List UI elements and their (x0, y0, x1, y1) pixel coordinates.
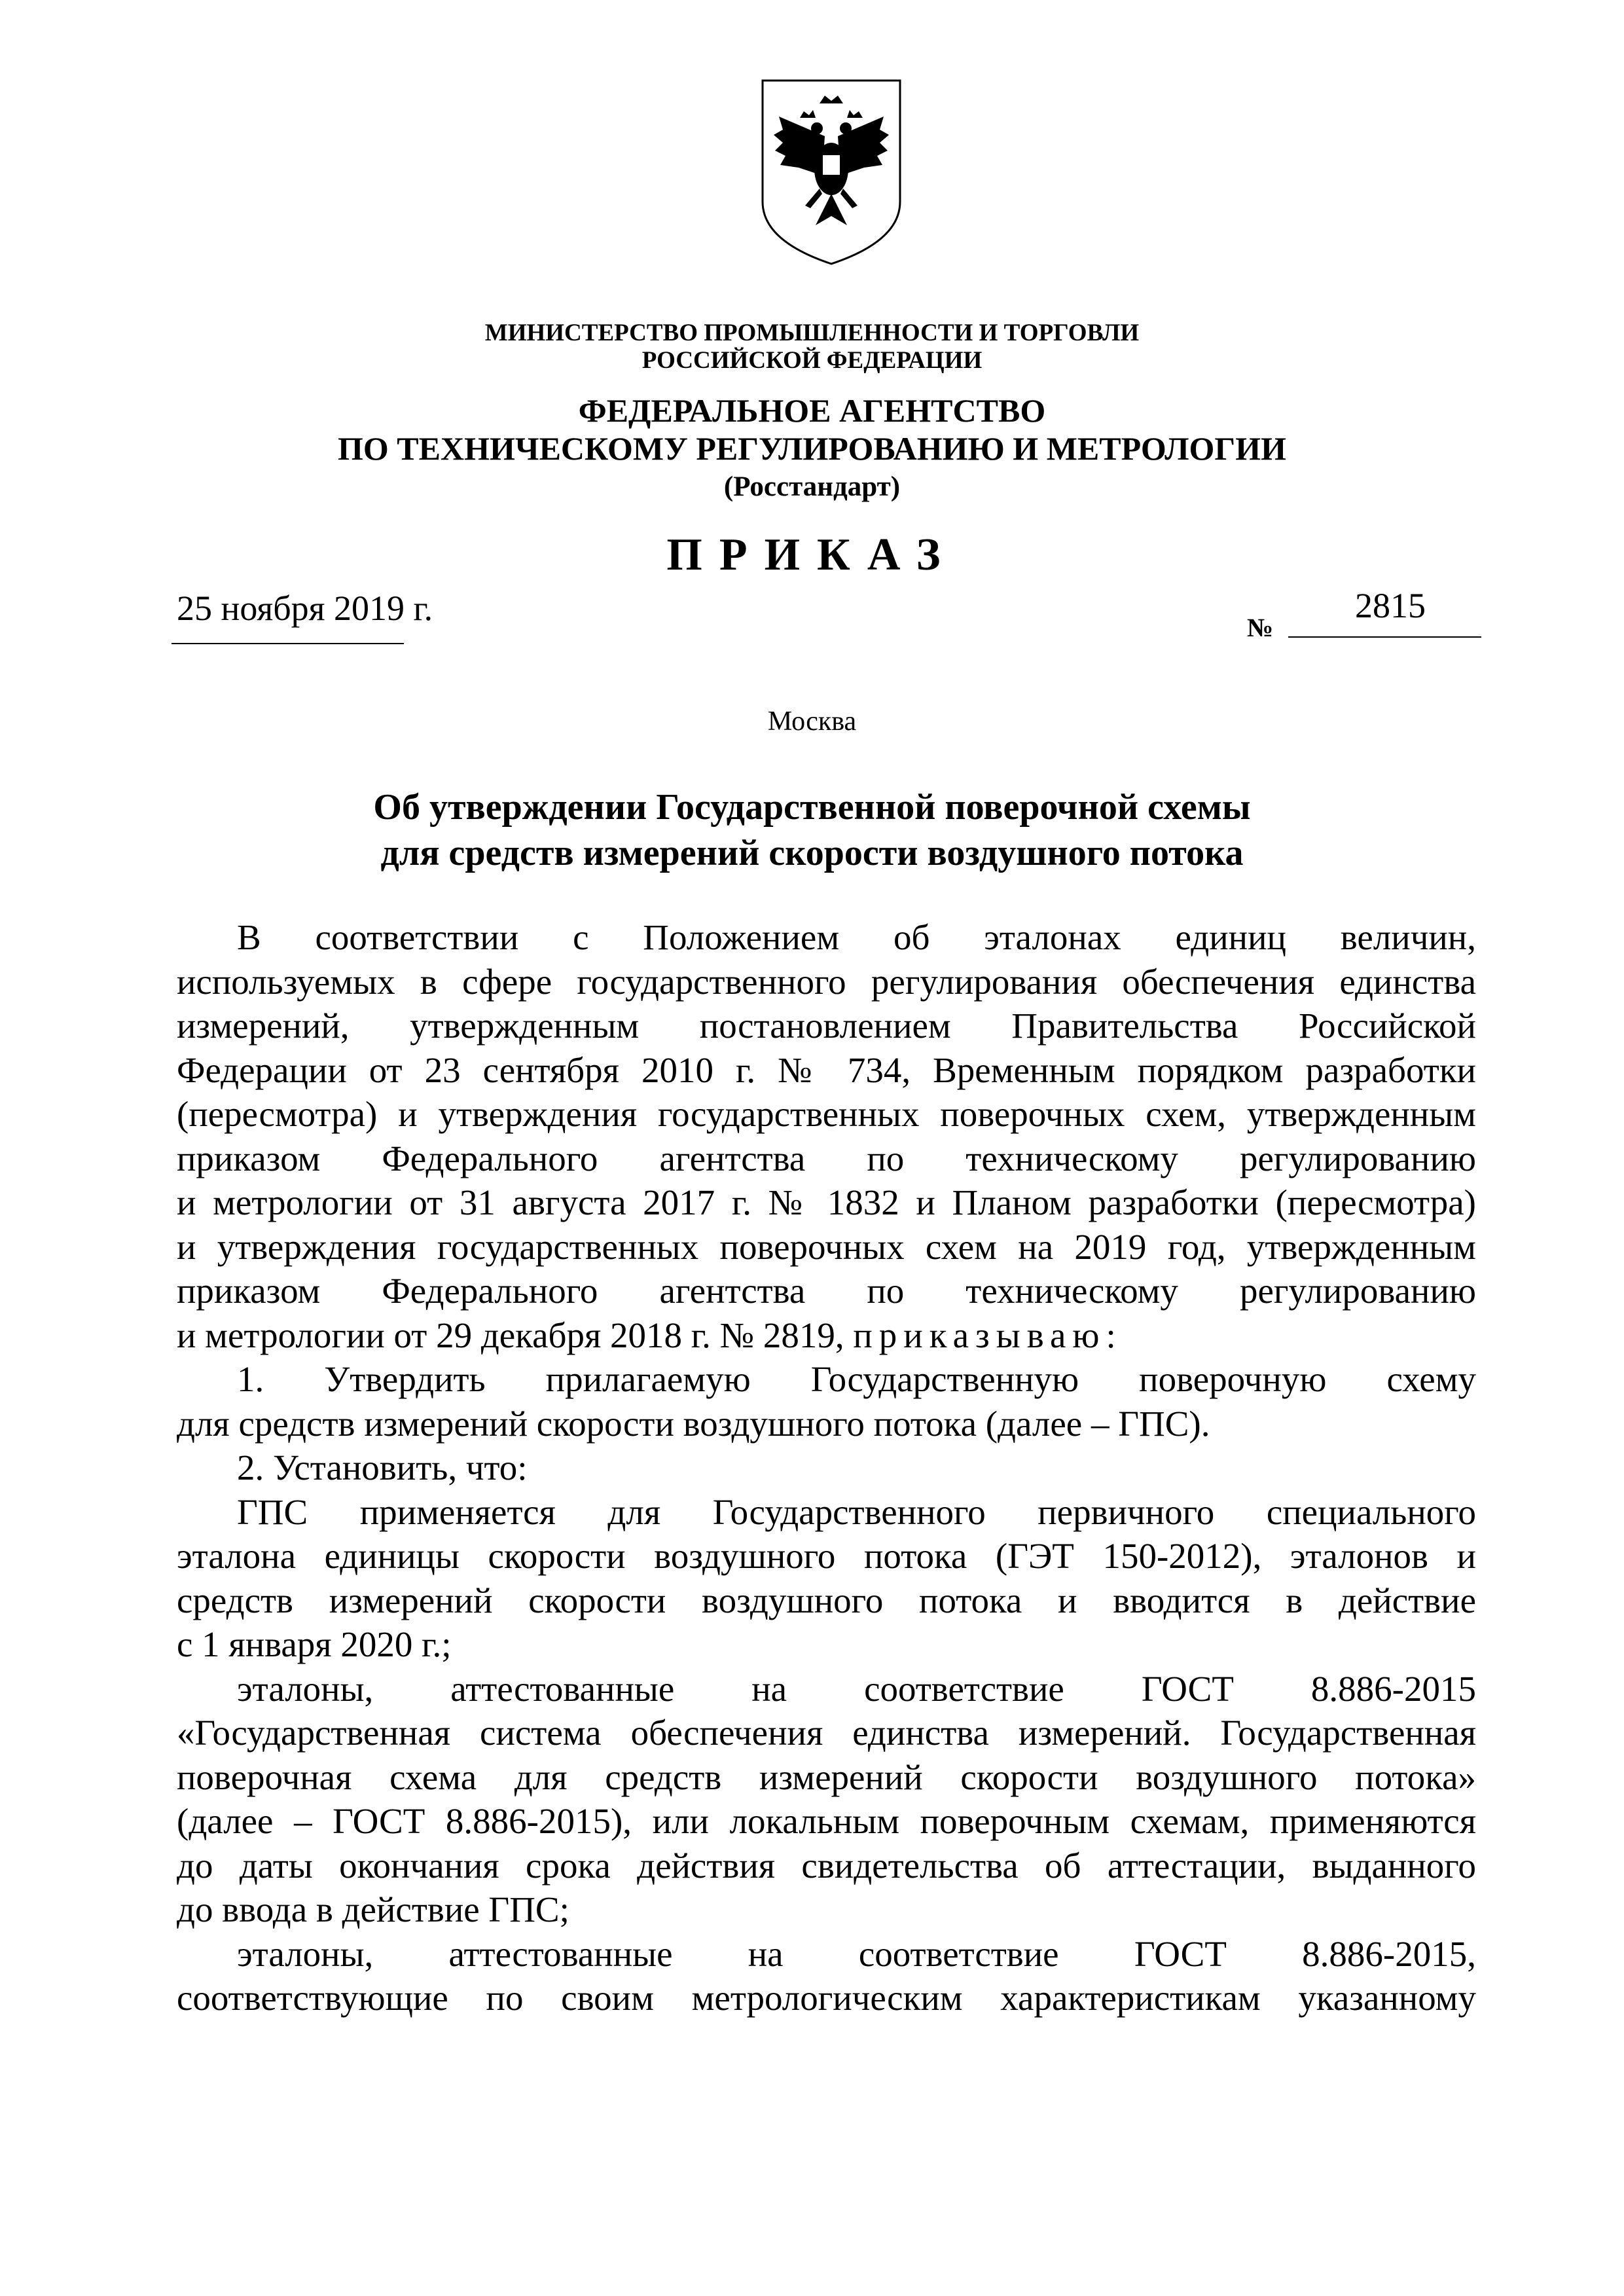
russian-coat-of-arms-emblem (759, 77, 903, 267)
body-line: 1. Утвердить прилагаемую Государственную поверочную схему (237, 1359, 1476, 1399)
body-line: и метрологии от 31 августа 2017 г. № 1832 и Планом разработки (пересмотра) (177, 1182, 1476, 1222)
order-number: 2815 (1355, 586, 1426, 625)
ministry-line-1: МИНИСТЕРСТВО ПРОМЫШЛЕННОСТИ И ТОРГОВЛИ (484, 319, 1140, 346)
body-line: приказом Федерального агентства по техническому регулированию (177, 1138, 1476, 1178)
order-title-line-2: для средств измерений скорости воздушного потока (380, 833, 1244, 873)
body-line: (далее – ГОСТ 8.886-2015), или локальным поверочным схемам, применяются (177, 1801, 1476, 1841)
body-line: для средств измерений скорости воздушного потока (далее – ГПС). (177, 1403, 1210, 1444)
body-line: до ввода в действие ГПС; (177, 1889, 569, 1929)
agency-line-2: ПО ТЕХНИЧЕСКОМУ РЕГУЛИРОВАНИЮ И МЕТРОЛОГИИ (338, 430, 1286, 467)
body-line: ГПС применяется для Государственного первичного специального (237, 1491, 1476, 1532)
order-title-line-1: Об утверждении Государственной поверочной схемы (373, 787, 1251, 828)
body-line: приказом Федерального агентства по техническому регулированию (177, 1271, 1476, 1311)
order-body (177, 915, 1476, 2020)
agency-short-name: (Росстандарт) (723, 471, 901, 502)
city: Москва (767, 706, 857, 737)
body-line: используемых в сфере государственного регулирования обеспечения единства (177, 961, 1476, 1002)
order-title (0, 784, 1624, 876)
body-line: измерений, утвержденным постановлением Правительства Российской (177, 1006, 1476, 1046)
body-line: средств измерений скорости воздушного потока и вводится в действие (177, 1580, 1476, 1620)
body-line: Федерации от 23 сентября 2010 г. № 734, Временным порядком разработки (177, 1049, 1476, 1090)
body-line (177, 1313, 1476, 1358)
order-date: 25 ноября 2019 г. (177, 589, 433, 628)
body-line: (пересмотра) и утверждения государственных поверочных схем, утвержденным (177, 1094, 1476, 1134)
agency-line-1: ФЕДЕРАЛЬНОЕ АГЕНТСТВО (578, 392, 1046, 429)
body-line: «Государственная система обеспечения единства измерений. Государственная (177, 1713, 1476, 1753)
body-line: и утверждения государственных поверочных схем на 2019 год, утвержденным (177, 1226, 1476, 1267)
agency-header (0, 392, 1624, 467)
body-line: соответствующие по своим метрологическим характеристикам указанному (177, 1978, 1476, 2018)
number-sign: № (1247, 613, 1274, 642)
body-line: с 1 января 2020 г.; (177, 1624, 452, 1664)
body-line: до даты окончания срока действия свидетельства об аттестации, выданного (177, 1845, 1476, 1886)
body-line: В соответствии с Положением об эталонах единиц величин, (237, 917, 1476, 957)
body-line: эталоны, аттестованные на соответствие ГОСТ 8.886-2015 (237, 1668, 1476, 1709)
body-line: эталоны, аттестованные на соответствие ГОСТ 8.886-2015, (237, 1933, 1476, 1974)
body-line: 2. Установить, что: (237, 1448, 528, 1487)
document-type-title: ПРИКАЗ (666, 530, 958, 580)
number-underline (1288, 636, 1481, 638)
date-underline (171, 643, 404, 644)
body-line-text: и метрологии от 29 декабря 2018 г. № 2819, (177, 1315, 844, 1355)
body-line: поверочная схема для средств измерений скорости воздушного потока» (177, 1757, 1476, 1797)
ministry-header (0, 319, 1624, 374)
body-line: эталона единицы скорости воздушного потока (ГЭТ 150-2012), эталонов и (177, 1536, 1476, 1576)
order-verb: приказываю: (853, 1315, 1123, 1355)
ministry-line-2: РОССИЙСКОЙ ФЕДЕРАЦИИ (641, 347, 983, 374)
